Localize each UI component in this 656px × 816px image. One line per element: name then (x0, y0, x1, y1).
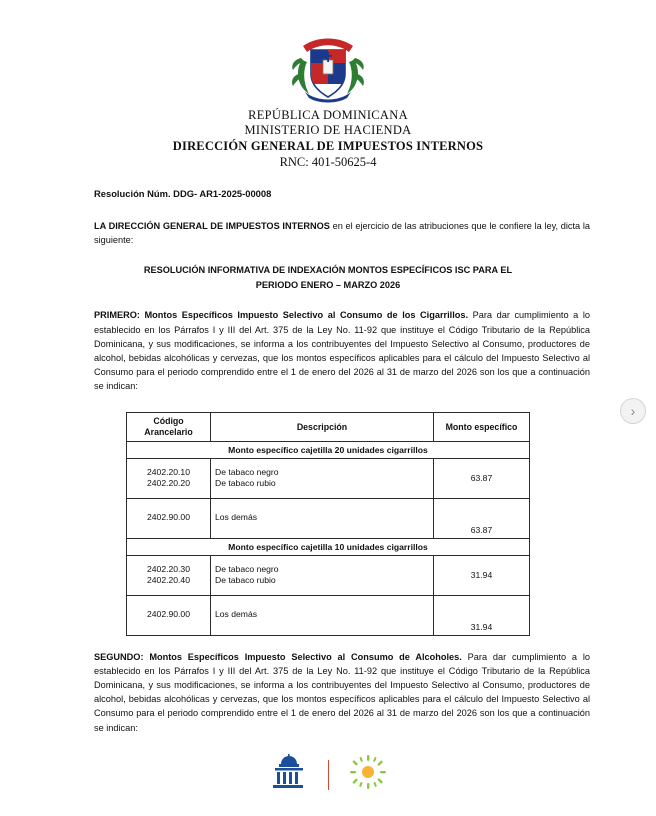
row-description-cell (211, 555, 434, 595)
code-value: 2402.20.20 (146, 478, 190, 489)
column-header-code (127, 412, 211, 441)
row-code-cell (127, 555, 211, 595)
table-row (127, 458, 530, 498)
second-bold-text: SEGUNDO: Montos Específicos Impuesto Selectivo al Consumo de Alcoholes. (94, 651, 462, 662)
row-code-cell (127, 595, 211, 635)
table-row (127, 498, 530, 538)
resolution-number: Resolución Núm. DDG- AR1-2025-00008 (94, 188, 272, 199)
table-row (127, 555, 530, 595)
description-value: De tabaco negro (215, 466, 279, 477)
country-name: REPÚBLICA DOMINICANA (248, 108, 408, 122)
code-value: 2402.20.10 (146, 466, 190, 477)
resolution-title-line1: RESOLUCIÓN INFORMATIVA DE INDEXACIÓN MONTOS ESPECÍFICOS ISC PARA EL (143, 265, 513, 276)
column-header-amount: Monto específico (434, 412, 530, 441)
row-amount-cell: 31.94 (434, 595, 530, 635)
description-value: De tabaco rubio (215, 575, 276, 586)
code-value: 2402.90.00 (146, 512, 190, 523)
intro-paragraph (94, 219, 590, 247)
resolution-title (94, 263, 562, 292)
band-label-10: Monto específico cajetilla 10 unidades cigarrillos (127, 538, 530, 555)
second-rest-text: Para dar cumplimiento a lo establecido en los Párrafos I y III del Art. 375 de la Ley No. 11-92 que instituye el Código Tributario de la República Dominicana, y sus modificaciones, se informa a los contribuyentes del Impuesto Selectivo al Consumo, productores de alcohol, bebidas alcohólicas y cervezas, que los montos específicos aplicables para el cálculo del Impuesto Selectivo al Consumo para el periodo comprendido entre el 1 de enero del 2026 al 31 de marzo del 2026 son los que a continuación se indican: (94, 651, 590, 733)
row-description-cell (211, 498, 434, 538)
chevron-right-icon: › (630, 403, 636, 419)
row-amount-cell: 63.87 (434, 498, 530, 538)
row-description-cell (211, 458, 434, 498)
table-row (127, 595, 530, 635)
description-value: De tabaco rubio (215, 478, 276, 489)
description-value: Los demás (215, 609, 258, 620)
row-code-cell (127, 458, 211, 498)
row-code-cell (127, 498, 211, 538)
code-value: 2402.20.30 (146, 563, 190, 574)
band-label-20: Monto específico cajetilla 20 unidades cigarrillos (127, 441, 530, 458)
first-bold-text: PRIMERO: Montos Específicos Impuesto Selectivo al Consumo de los Cigarrillos. (94, 310, 469, 321)
resolution-title-line2: PERIODO ENERO – MARZO 2026 (255, 279, 401, 290)
next-page-button[interactable] (620, 398, 646, 424)
sunburst-logo-icon (345, 754, 391, 795)
government-building-logo-icon (266, 754, 312, 795)
code-value: 2402.90.00 (146, 609, 190, 620)
column-header-code-line2: Arancelario (144, 426, 193, 437)
rnc-number: RNC: 401-50625-4 (279, 155, 377, 169)
description-value: Los demás (215, 512, 258, 523)
first-paragraph (94, 308, 590, 393)
column-header-description: Descripción (211, 412, 434, 441)
column-header-code-line1: Código (153, 415, 184, 426)
first-rest-text: Para dar cumplimiento a lo establecido en los Párrafos I y III del Art. 375 de la Ley No. 11-92 que instituye el Código Tributario de la República Dominicana, y sus modificaciones, se informa a los contribuyentes del Impuesto Selectivo al Consumo, productores de alcohol, bebidas alcohólicas y cervezas, que los montos específicos aplicables para el cálculo del Impuesto Selectivo al Consumo para el periodo comprendido entre el 1 de enero del 2026 al 31 de marzo del 2026 son los que a continuación se indican: (94, 310, 590, 392)
institution-header (0, 108, 656, 170)
row-amount-cell: 63.87 (434, 458, 530, 498)
crest-container (0, 30, 656, 104)
description-value: De tabaco negro (215, 563, 279, 574)
code-value: 2402.20.40 (146, 575, 190, 586)
document-body (0, 188, 656, 735)
table-header-row (127, 412, 530, 441)
agency-name: DIRECCIÓN GENERAL DE IMPUESTOS INTERNOS (172, 139, 484, 153)
footer-divider (328, 760, 329, 790)
row-amount-cell: 31.94 (434, 555, 530, 595)
intro-rest-text: en el ejercicio de las atribuciones que le confiere la ley, dicta la siguiente: (94, 221, 591, 246)
band-row-20 (127, 441, 530, 458)
row-description-cell (211, 595, 434, 635)
second-paragraph (94, 650, 590, 735)
band-row-10 (127, 538, 530, 555)
footer-logos (0, 754, 656, 798)
isc-amounts-table (126, 412, 530, 636)
coat-of-arms-icon (289, 30, 367, 104)
ministry-name: MINISTERIO DE HACIENDA (244, 123, 412, 137)
intro-bold-text: LA DIRECCIÓN GENERAL DE IMPUESTOS INTERNOS (94, 221, 330, 231)
